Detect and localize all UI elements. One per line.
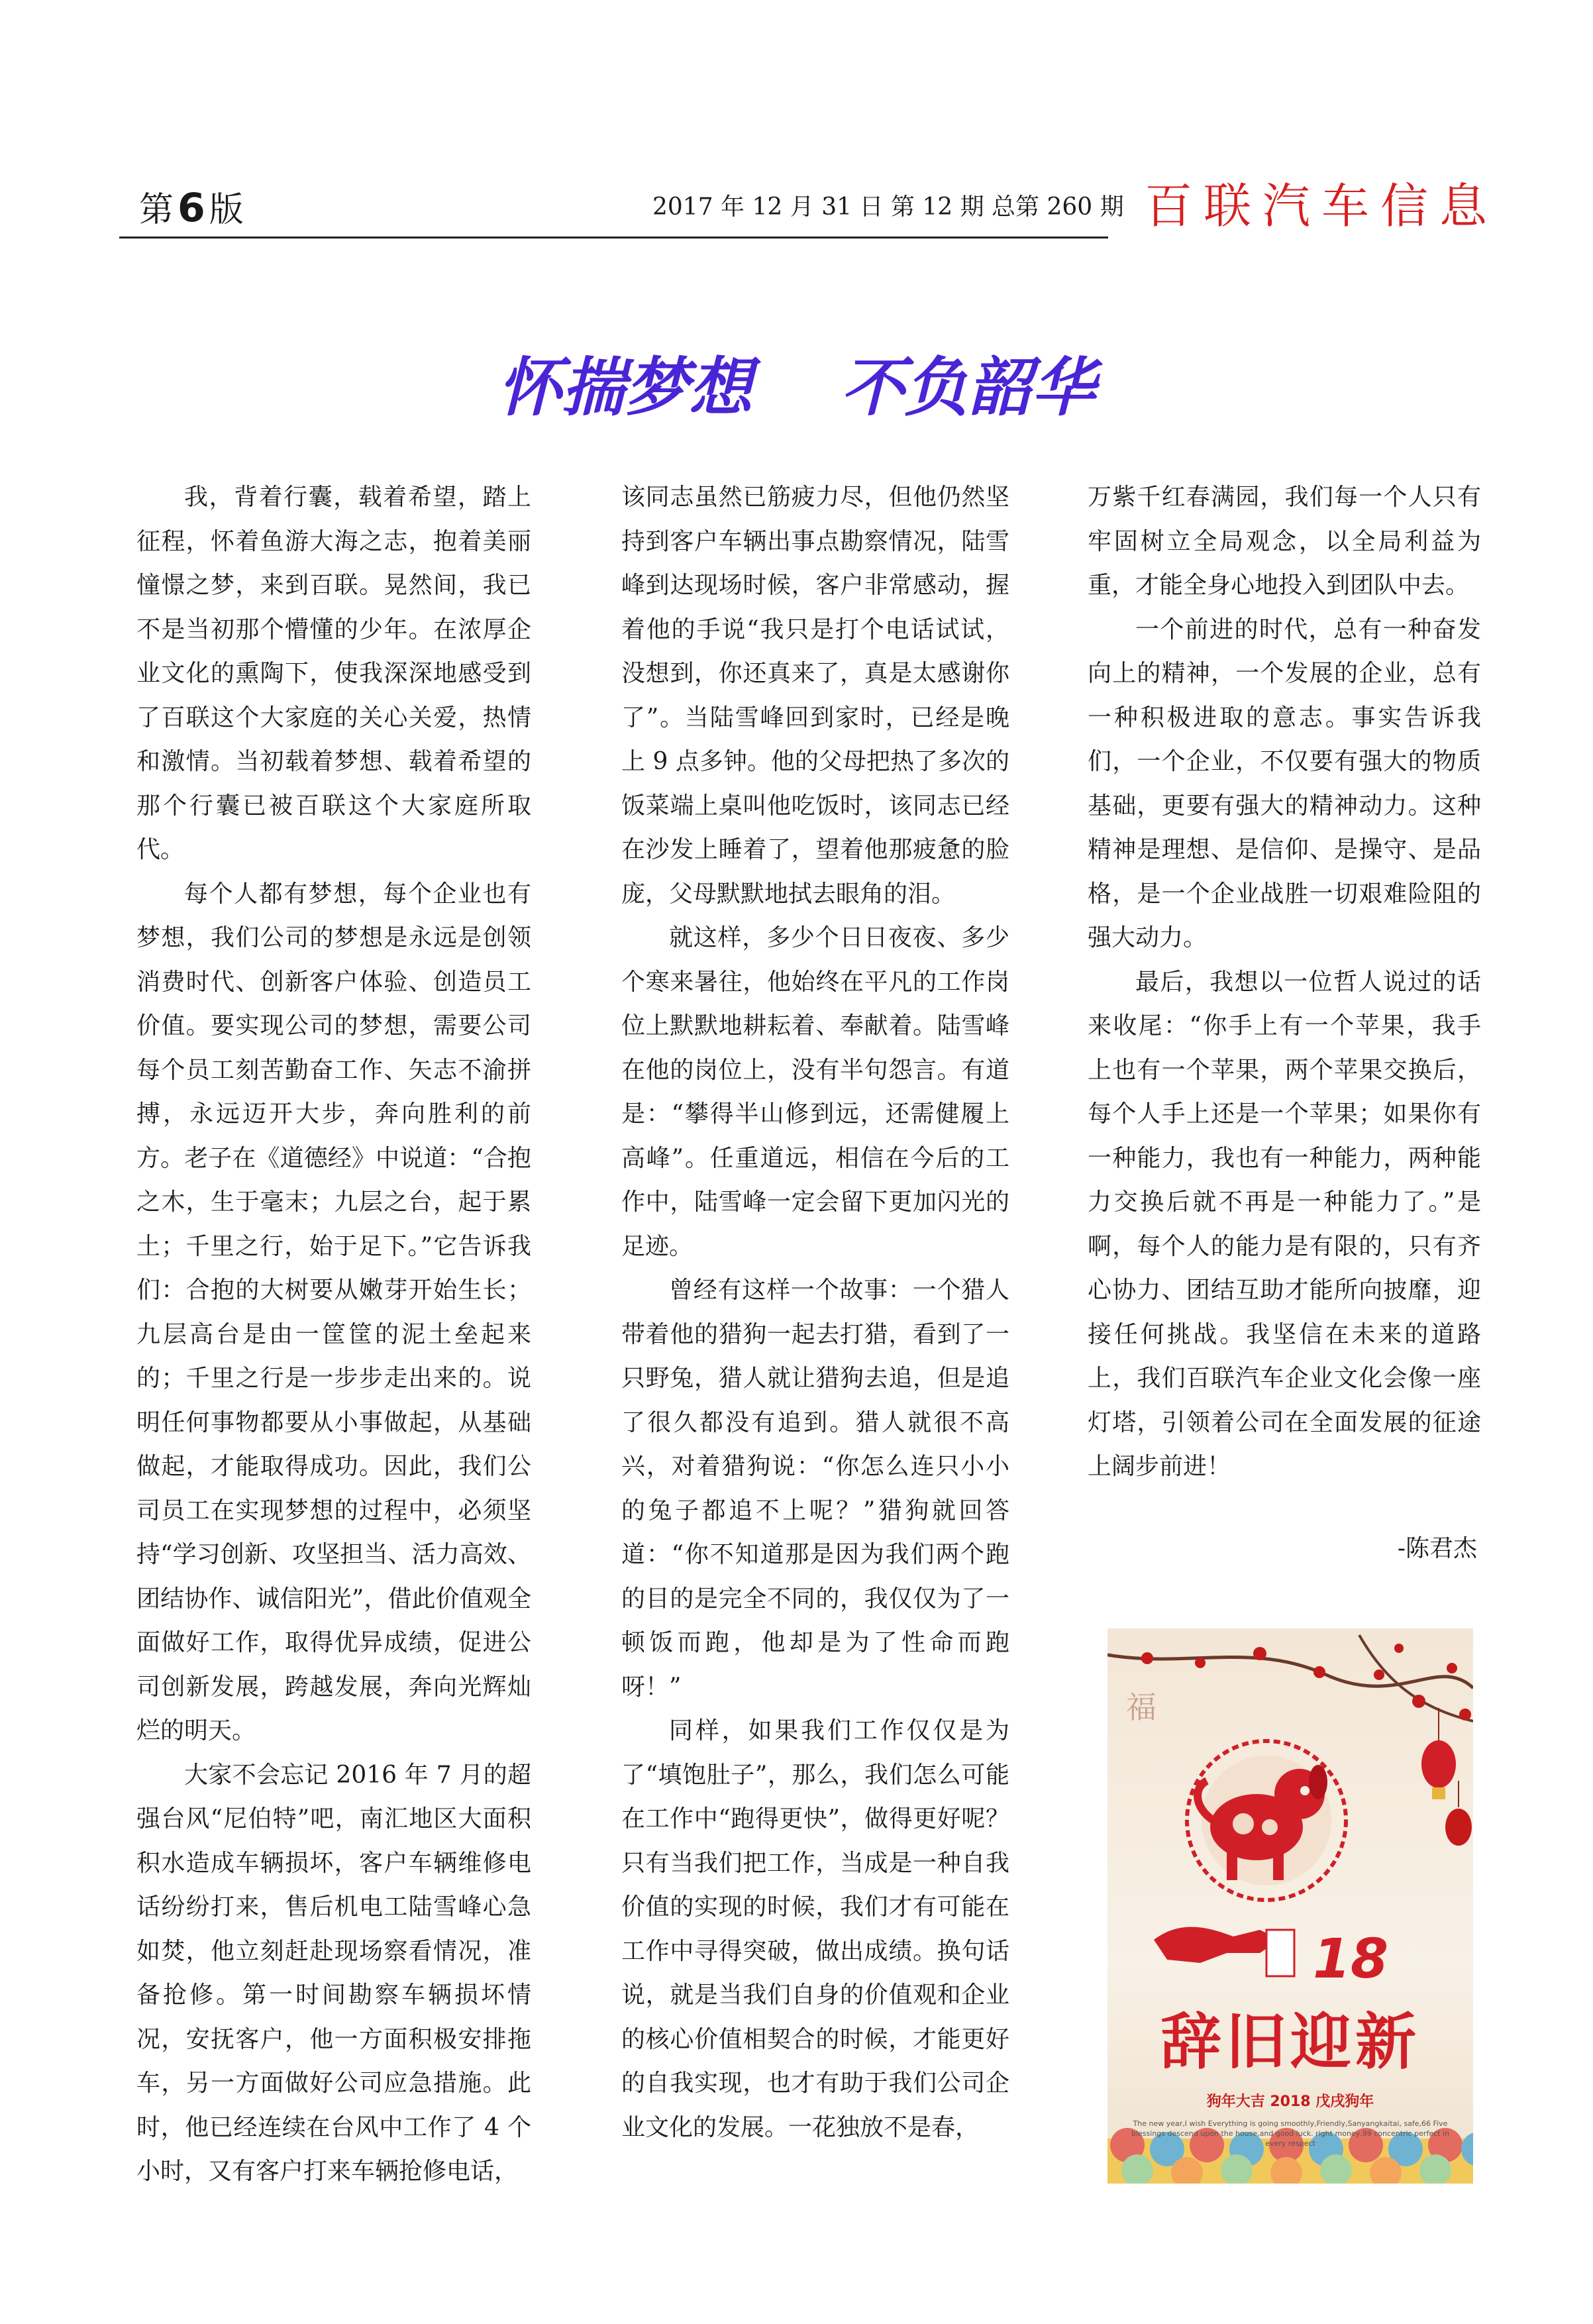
article-title: 怀揣梦想 不负韶华: [497, 350, 1096, 425]
article-column-3: [1088, 476, 1481, 1489]
masthead: 百联汽车信息: [1145, 178, 1499, 234]
author-signature: -陈君杰: [1397, 1535, 1477, 1562]
page-prefix: 第: [139, 190, 174, 230]
paragraph: 曾经有这样一个故事：一个猎人带着他的猎狗一起去打猎，看到了一只野兔，猎人就让猎狗去追，但是追了很久都没有追到。猎人就很不高兴，对着猎狗说：“你怎么连只小小的兔子都追不上呢？”猎狗就回答道：“你不知道那是因为我们两个跑的目的是完全不同的，我仅仅为了一顿饭而跑，他却是为了性命而跑呀！”: [621, 1277, 1009, 1701]
issue-date-line: 2017 年 12 月 31 日 第 12 期 总第 260 期: [652, 193, 1124, 221]
paragraph: 就这样，多少个日日夜夜、多少个寒来暑往，他始终在平凡的工作岗位上默默地耕耘着、奉献着。陆雪峰在他的岗位上，没有半句怨言。有道是：“攀得半山修到远，还需健履上高峰”。任重道远，相信在今后的工作中，陆雪峰一定会留下更加闪光的足迹。: [621, 924, 1009, 1260]
page-number-label: [139, 187, 244, 231]
page-suffix: 版: [209, 190, 244, 230]
poster-headline: 辞旧迎新: [1160, 2007, 1420, 2078]
paragraph: 每个人都有梦想，每个企业也有梦想，我们公司的梦想是永远是创领消费时代、创新客户体验、创造员工价值。要实现公司的梦想，需要公司每个员工刻苦勤奋工作、矢志不渝拼搏，永远迈开大步，奔向胜利的前方。老子在《道德经》中说道：“合抱之木，生于毫末；九层之台，起于累土；千里之行，始于足下。”它告诉我们：合抱的大树要从嫩芽开始生长；九层高台是由一筐筐的泥土垒起来的；千里之行是一步步走出来的。说明任何事物都要从小事做起，从基础做起，才能取得成功。因此，我们公司员工在实现梦想的过程中，必须坚持“学习创新、攻坚担当、活力高效、团结协作、诚信阳光”，借此价值观全面做好工作，取得优异成绩，促进公司创新发展，跨越发展，奔向光辉灿烂的明天。: [136, 880, 531, 1744]
paragraph: 一个前进的时代，总有一种奋发向上的精神，一个发展的企业，总有一种积极进取的意志。事实告诉我们，一个企业，不仅要有强大的物质基础，更要有强大的精神动力。这种精神是理想、是信仰、是操守、是品格，是一个企业战胜一切艰难险阻的强大动力。: [1088, 615, 1481, 951]
paragraph: 大家不会忘记 2016 年 7 月的超强台风“尼伯特”吧，南汇地区大面积积水造成车辆损坏，客户车辆维修电话纷纷打来，售后机电工陆雪峰心急如焚，他立刻赶赴现场察看情况，准备抢修。第一时间勘察车辆损坏情况，安抚客户，他一方面积极安排拖车，另一方面做好公司应急措施。此时，他已经连续在台风中工作了 4 个小时，又有客户打来车辆抢修电话，: [136, 1761, 531, 2185]
paragraph-continued: 该同志虽然已筋疲力尽，但他仍然坚持到客户车辆出事点勘察情况，陆雪峰到达现场时候，客户非常感动，握着他的手说“我只是打个电话试试，没想到，你还真来了，真是太感谢你了”。当陆雪峰回到家时，已经是晚上 9 点多钟。他的父母把热了多次的饭菜端上桌叫他吃饭时，该同志已经在沙发上睡着了，望着他那疲惫的脸庞，父母默默地拭去眼角的泪。: [621, 484, 1009, 908]
paragraph: 我，背着行囊，载着希望，踏上征程，怀着鱼游大海之志，抱着美丽憧憬之梦，来到百联。晃然间，我已不是当初那个懵懂的少年。在浓厚企业文化的熏陶下，使我深深地感受到了百联这个大家庭的关心关爱，热情和激情。当初载着梦想、载着希望的那个行囊已被百联这个大家庭所取代。: [136, 484, 531, 863]
header-divider: [119, 237, 1108, 238]
seal-icon: [1266, 1930, 1294, 1976]
article-column-1: [136, 476, 531, 2194]
paragraph: 最后，我想以一位哲人说过的话来收尾：“你手上有一个苹果，我手上也有一个苹果，两个苹果交换后，每个人手上还是一个苹果；如果你有一种能力，我也有一种能力，两种能力交换后就不再是一种能力了。”是啊，每个人的能力是有限的，只有齐心协力、团结互助才能所向披靡，迎接任何挑战。我坚信在未来的道路上，我们百联汽车企业文化会像一座灯塔，引领着公司在全面发展的征途上阔步前进！: [1088, 968, 1481, 1480]
poster-fine-print: The new year,I wish Everything is going smoothly,Friendly,Sanyangkaitai, safe,66 Five blessings descend upon the house,and good luck. right money,99 concentric perfect in every respect: [1131, 2119, 1449, 2148]
poster-greeting: 狗年大吉 2018 戊戌狗年: [1206, 2093, 1374, 2110]
fu-character-watermark: 福: [1126, 1689, 1156, 1725]
new-year-poster-image: [1107, 1628, 1473, 2184]
paragraph: 同样，如果我们工作仅仅是为了“填饱肚子”，那么，我们怎么可能在工作中“跑得更快”，做得更好呢？只有当我们把工作，当成是一种自我价值的实现的时候，我们才有可能在工作中寻得突破，做出成绩。换句话说，就是当我们自身的价值观和企业的核心价值相契合的时候，才能更好的自我实现，也才有助于我们公司企业文化的发展。一花独放不是春，: [621, 1717, 1009, 2141]
article-column-2: [621, 476, 1009, 2150]
poster-year: 18: [1313, 1928, 1389, 1991]
page-number: 6: [178, 185, 205, 231]
paragraph-continued: 万紫千红春满园，我们每一个人只有牢固树立全局观念，以全局利益为重，才能全身心地投入到团队中去。: [1088, 484, 1481, 599]
